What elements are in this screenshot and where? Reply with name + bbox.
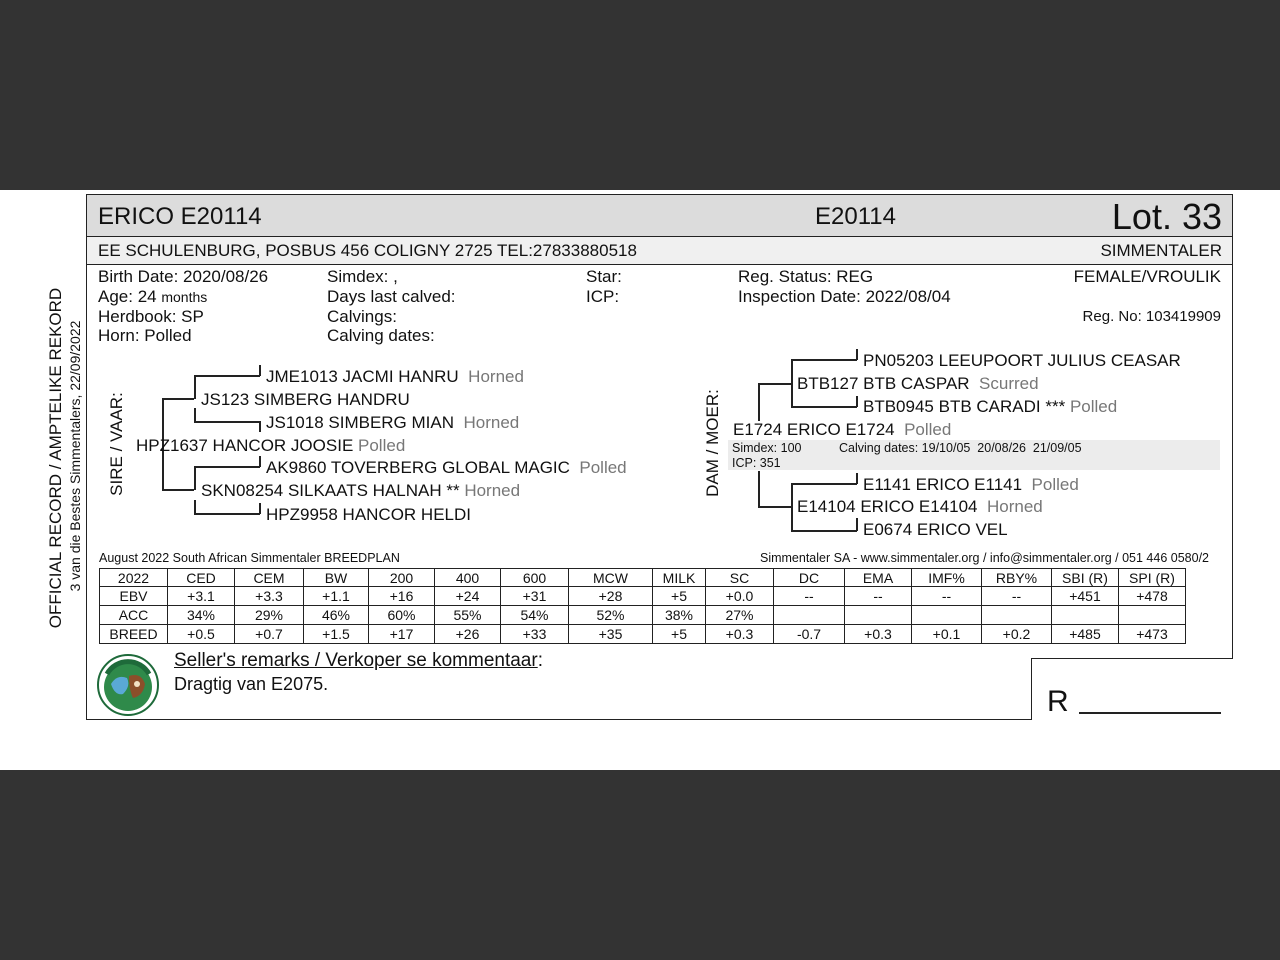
ped-line bbox=[791, 406, 857, 408]
col-header: CED bbox=[168, 569, 235, 587]
col-header: SBI (R) bbox=[1052, 569, 1119, 587]
ped-line bbox=[791, 530, 857, 532]
ebv-header-row bbox=[100, 569, 1186, 587]
dam-label: DAM / MOER: bbox=[703, 389, 722, 497]
ped-line bbox=[162, 489, 194, 491]
simmentaler-logo-icon bbox=[97, 654, 159, 716]
col-header: MCW bbox=[569, 569, 653, 587]
ped-line bbox=[194, 375, 196, 399]
ped-line bbox=[194, 466, 260, 468]
ped-line bbox=[194, 500, 196, 514]
col-header: RBY% bbox=[982, 569, 1052, 587]
sire-sire-sire: JME1013 JACMI HANRU Horned bbox=[266, 367, 524, 386]
ped-line bbox=[194, 408, 196, 422]
ped-line bbox=[758, 383, 760, 421]
sire-sire: JS123 SIMBERG HANDRU bbox=[201, 390, 410, 409]
age-unit: months bbox=[161, 289, 208, 305]
dam-sire: BTB127 BTB CASPAR Scurred bbox=[797, 374, 1039, 393]
col-header: IMF% bbox=[912, 569, 982, 587]
col-header: SPI (R) bbox=[1119, 569, 1186, 587]
col-header: SC bbox=[706, 569, 774, 587]
acc-row: ACC 34% 29% 46% 60% 55% 54% 52% 38% 27% bbox=[100, 606, 1186, 625]
col-header: 600 bbox=[501, 569, 569, 587]
ped-line bbox=[259, 421, 261, 432]
age-value: Age: 24 bbox=[98, 287, 157, 306]
days-last-calved: Days last calved: bbox=[327, 287, 456, 306]
sale-info-label: 3 van die Bestes Simmentalers, 22/09/2022 bbox=[67, 320, 83, 592]
horn-status: Horn: Polled bbox=[98, 326, 192, 345]
ped-line bbox=[194, 466, 196, 490]
calving-dates: Calving dates: bbox=[327, 326, 435, 345]
dam-dam-sire: E1141 ERICO E1141 Polled bbox=[863, 475, 1079, 494]
dam-dam-dam: E0674 ERICO VEL bbox=[863, 520, 1008, 539]
breed-row: BREED +0.5 +0.7 +1.5 +17 +26 +33 +35 +5 +0.3 -0.7 +0.3 +0.1 +0.2 +485 +473 bbox=[100, 625, 1186, 644]
ebv-row: EBV +3.1 +3.3 +1.1 +16 +24 +31 +28 +5 +0.0 -- -- -- -- +451 +478 bbox=[100, 587, 1186, 606]
animal-name: ERICO E20114 bbox=[98, 203, 262, 230]
reg-number: Reg. No: 103419909 bbox=[1082, 308, 1221, 325]
col-header: CEM bbox=[235, 569, 304, 587]
ped-line bbox=[162, 398, 194, 400]
col-header: MILK bbox=[653, 569, 706, 587]
col-header: 200 bbox=[369, 569, 435, 587]
age bbox=[98, 287, 207, 307]
price-line[interactable] bbox=[1079, 712, 1221, 714]
top-letterbox bbox=[0, 0, 1280, 190]
ped-line bbox=[791, 359, 793, 407]
col-header: EMA bbox=[845, 569, 912, 587]
simdex: Simdex: , bbox=[327, 267, 398, 286]
ped-line bbox=[856, 518, 858, 531]
ped-line bbox=[791, 359, 857, 361]
sire-dam: SKN08254 SILKAATS HALNAH ** Horned bbox=[201, 481, 521, 500]
calvings: Calvings: bbox=[327, 307, 397, 326]
price-currency: R bbox=[1047, 685, 1069, 718]
official-record-label: OFFICIAL RECORD / AMPTELIKE REKORD bbox=[46, 287, 65, 629]
sex: FEMALE/VROULIK bbox=[1073, 267, 1221, 286]
herdbook: Herdbook: SP bbox=[98, 307, 204, 326]
ped-line bbox=[758, 383, 791, 385]
dam-calving-dates: Calving dates: 19/10/05 20/08/26 21/09/05 bbox=[839, 441, 1082, 455]
dam-icp: ICP: 351 bbox=[732, 456, 781, 470]
ped-line bbox=[194, 421, 260, 423]
ped-line bbox=[194, 513, 260, 515]
dam-simdex: Simdex: 100 bbox=[732, 441, 802, 455]
card-header bbox=[87, 195, 1232, 237]
remarks-title: Seller's remarks / Verkoper se kommentaar: bbox=[174, 650, 543, 671]
ped-line bbox=[856, 349, 858, 360]
star: Star: bbox=[586, 267, 622, 286]
ebv-table bbox=[99, 568, 1186, 644]
dam: E1724 ERICO E1724 Polled bbox=[733, 420, 952, 439]
animal-id: E20114 bbox=[815, 203, 896, 230]
ped-line bbox=[259, 365, 261, 376]
breedplan-contact: Simmentaler SA - www.simmentaler.org / info@simmentaler.org / 051 446 0580/2 bbox=[759, 551, 1209, 565]
breed-label: SIMMENTALER bbox=[1100, 241, 1222, 260]
birth-date: Birth Date: 2020/08/26 bbox=[98, 267, 269, 286]
ped-line bbox=[758, 471, 760, 507]
ped-line bbox=[259, 503, 261, 514]
reg-status: Reg. Status: REG bbox=[738, 267, 874, 286]
sire-dam-sire: AK9860 TOVERBERG GLOBAL MAGIC Polled bbox=[266, 458, 627, 477]
sire-dam-dam: HPZ9958 HANCOR HELDI bbox=[266, 505, 472, 524]
bottom-letterbox bbox=[0, 770, 1280, 960]
dam-sire-sire: PN05203 LEEUPOORT JULIUS CEASAR bbox=[863, 351, 1181, 370]
ped-line bbox=[791, 483, 793, 531]
lot-number: Lot. 33 bbox=[1111, 196, 1222, 237]
sire-sire-dam: JS1018 SIMBERG MIAN Horned bbox=[266, 413, 520, 432]
ped-line bbox=[856, 473, 858, 484]
ped-line bbox=[758, 506, 791, 508]
dam-sire-dam: BTB0945 BTB CARADI *** Polled bbox=[863, 397, 1118, 416]
remarks-text: Dragtig van E2075. bbox=[174, 674, 329, 694]
col-header: DC bbox=[774, 569, 845, 587]
dam-dam: E14104 ERICO E14104 Horned bbox=[797, 497, 1043, 516]
ped-line bbox=[259, 456, 261, 467]
owner-row bbox=[87, 237, 1232, 265]
inspection-date: Inspection Date: 2022/08/04 bbox=[738, 287, 951, 306]
col-header: BW bbox=[304, 569, 369, 587]
col-header: 2022 bbox=[100, 569, 168, 587]
ped-line bbox=[856, 396, 858, 407]
col-header: 400 bbox=[435, 569, 501, 587]
sire-label: SIRE / VAAR: bbox=[107, 392, 126, 496]
sire: HPZ1637 HANCOR JOOSIE Polled bbox=[136, 436, 406, 455]
owner-info: EE SCHULENBURG, POSBUS 456 COLIGNY 2725 TEL:27833880518 bbox=[98, 241, 637, 260]
breedplan-title: August 2022 South African Simmentaler BREEDPLAN bbox=[99, 551, 400, 565]
ped-line bbox=[194, 375, 260, 377]
icp: ICP: bbox=[586, 287, 620, 306]
ped-line bbox=[791, 483, 857, 485]
